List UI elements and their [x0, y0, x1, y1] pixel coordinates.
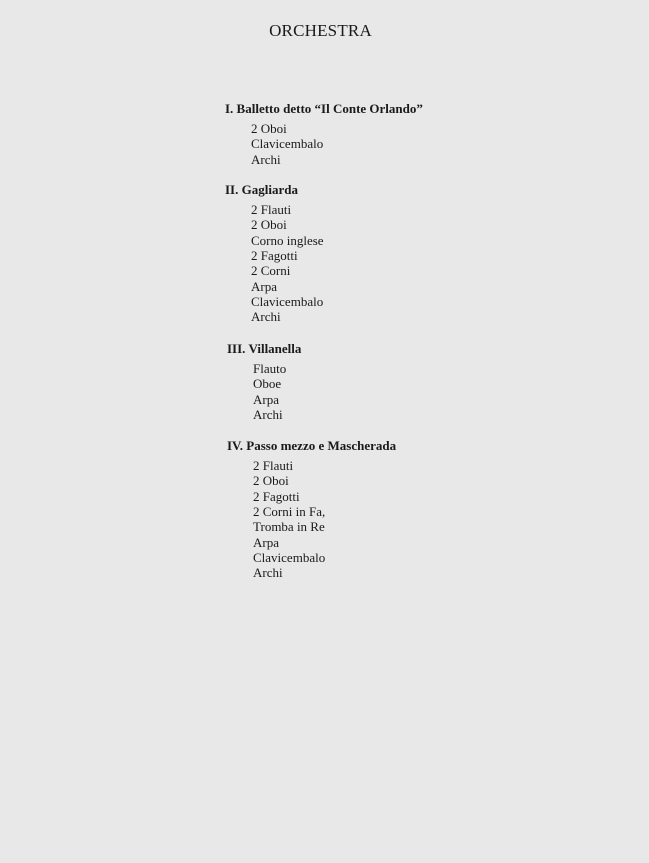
instrument-item: 2 Flauti	[253, 458, 294, 473]
instrument-item: Clavicembalo	[251, 294, 324, 310]
instrument-item: Arpa	[253, 391, 279, 407]
movement-title: III. Villanella	[227, 341, 302, 356]
movement-section	[227, 438, 396, 581]
instrument-item: 2 Oboi	[251, 121, 287, 136]
instrument-item: Archi	[251, 309, 281, 325]
instrument-item: 2 Flauti	[251, 202, 292, 217]
instrument-item: 2 Fagotti	[251, 248, 298, 264]
instrument-item: Archi	[253, 407, 283, 423]
instrument-item: Corno inglese	[251, 232, 324, 248]
instrument-item: Archi	[253, 565, 283, 581]
movement-section	[225, 101, 423, 167]
page-title: ORCHESTRA	[269, 21, 372, 40]
movement-section	[225, 182, 324, 325]
instrument-list	[227, 361, 301, 422]
instrument-item: 2 Oboi	[251, 217, 287, 233]
instrument-item: Tromba in Re	[253, 519, 325, 535]
instrument-item: 2 Corni in Fa,	[253, 504, 326, 520]
movement-title: II. Gagliarda	[225, 182, 298, 197]
instrument-item: Oboe	[253, 376, 282, 392]
instrument-item: Archi	[251, 151, 281, 167]
instrument-item: Arpa	[251, 278, 277, 294]
instrument-item: Clavicembalo	[251, 136, 324, 152]
movement-title: I. Balletto detto “Il Conte Orlando”	[225, 101, 423, 116]
instrument-list	[225, 121, 423, 167]
movement-section	[227, 341, 301, 422]
instrument-item: 2 Fagotti	[253, 488, 300, 504]
instrument-item: Clavicembalo	[253, 550, 326, 566]
instrument-item: Arpa	[253, 534, 279, 550]
instrument-list	[227, 458, 396, 581]
instrument-item: 2 Oboi	[253, 473, 289, 489]
instrument-item: 2 Corni	[251, 263, 291, 279]
instrument-item: Flauto	[253, 361, 287, 376]
movement-title: IV. Passo mezzo e Mascherada	[227, 438, 397, 453]
instrument-list	[225, 202, 324, 325]
